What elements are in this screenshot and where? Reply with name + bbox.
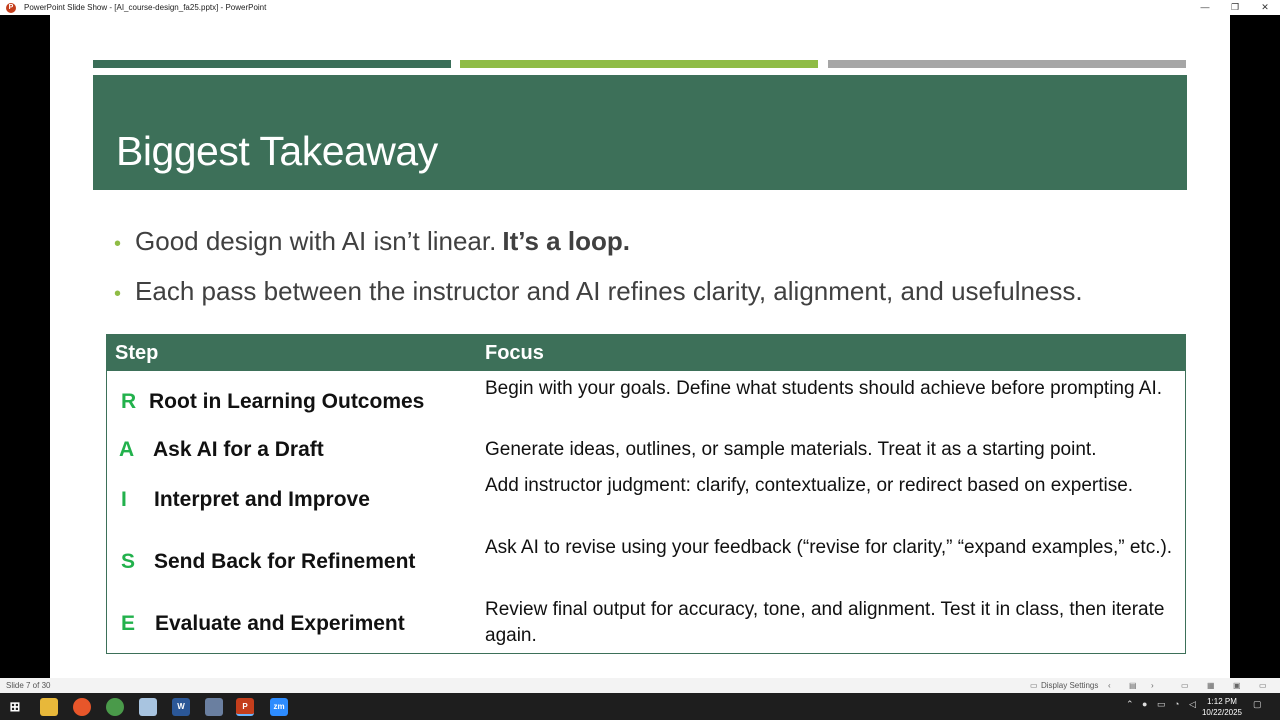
restore-button[interactable]: ❐ xyxy=(1230,2,1240,12)
notifications-icon[interactable]: ▢ xyxy=(1253,699,1262,709)
bullet-item xyxy=(114,276,1083,307)
notepad-icon[interactable] xyxy=(139,698,157,716)
snipping-icon[interactable] xyxy=(205,698,223,716)
normal-view-icon[interactable]: ▭ xyxy=(1181,681,1189,690)
minimize-button[interactable]: — xyxy=(1200,2,1210,12)
powerpoint-icon[interactable]: P xyxy=(236,698,254,716)
bullet-text: Each pass between the instructor and AI refines clarity, alignment, and usefulness. xyxy=(135,276,1083,306)
header-focus: Focus xyxy=(485,342,544,364)
bullet-bold-text: It’s a loop. xyxy=(502,226,630,256)
word-icon[interactable]: W xyxy=(172,698,190,716)
zoom-icon[interactable]: zm xyxy=(270,698,288,716)
step-focus: Ask AI to revise using your feedback (“revise for clarity,” “expand examples,” etc.). xyxy=(485,537,1173,558)
close-button[interactable]: ✕ xyxy=(1261,2,1269,12)
start-icon[interactable]: ⊞ xyxy=(9,699,21,714)
accent-bar-dark xyxy=(93,60,451,68)
window-titlebar xyxy=(0,0,1280,15)
step-focus: Generate ideas, outlines, or sample materials. Treat it as a starting point. xyxy=(485,439,1097,460)
volume-icon[interactable]: ◁ xyxy=(1189,699,1196,709)
tray-chevron-icon[interactable]: ⌃ xyxy=(1126,699,1134,709)
microphone-icon[interactable]: ● xyxy=(1142,699,1148,709)
previous-slide-icon[interactable]: ‹ xyxy=(1108,681,1111,690)
table-row xyxy=(107,595,1185,655)
slide-menu-icon[interactable]: ▤ xyxy=(1129,681,1137,690)
windows-taskbar xyxy=(0,693,1280,720)
reading-view-icon[interactable]: ▣ xyxy=(1233,681,1241,690)
header-step: Step xyxy=(115,342,159,364)
table-row xyxy=(107,471,1185,533)
slideshow-view-icon[interactable]: ▭ xyxy=(1259,681,1267,690)
step-letter: I xyxy=(121,488,127,511)
step-name: Evaluate and Experiment xyxy=(155,612,405,635)
powerpoint-app-icon: P xyxy=(6,3,16,13)
bullet-text: Good design with AI isn’t linear. xyxy=(135,226,497,256)
step-name: Interpret and Improve xyxy=(154,488,370,511)
step-focus: Add instructor judgment: clarify, contextualize, or redirect based on expertise. xyxy=(485,475,1134,496)
display-icon: ▭ xyxy=(1030,681,1038,690)
display-settings-button[interactable]: Display Settings xyxy=(1041,681,1099,690)
table-header xyxy=(107,335,1185,371)
accent-bar-gray xyxy=(828,60,1186,68)
accent-bar-green xyxy=(460,60,818,68)
slide-sorter-icon[interactable]: ▦ xyxy=(1207,681,1215,690)
chrome-icon[interactable] xyxy=(106,698,124,716)
table-row xyxy=(107,533,1185,595)
step-letter: S xyxy=(121,550,136,573)
wifi-icon[interactable]: ◔ xyxy=(1174,699,1180,709)
window-title: PowerPoint Slide Show - [AI_course-design_fa25.pptx] - PowerPoint xyxy=(24,3,267,12)
step-letter: A xyxy=(119,438,135,461)
step-letter: E xyxy=(121,612,136,635)
step-focus: Review final output for accuracy, tone, and alignment. Test it in class, then iterate again. xyxy=(485,599,1165,646)
firefox-icon[interactable] xyxy=(73,698,91,716)
table-row xyxy=(107,433,1185,471)
step-name: Send Back for Refinement xyxy=(154,550,416,573)
system-clock[interactable] xyxy=(1202,696,1242,718)
step-name: Ask AI for a Draft xyxy=(153,438,324,461)
clock-date: 10/22/2025 xyxy=(1201,708,1242,717)
step-name: Root in Learning Outcomes xyxy=(149,390,425,413)
slide-counter: Slide 7 of 30 xyxy=(6,681,51,690)
slide-title: Biggest Takeaway xyxy=(116,128,438,174)
bullet-dot-icon: • xyxy=(114,283,122,305)
battery-icon[interactable]: ▭ xyxy=(1157,699,1166,709)
status-bar xyxy=(0,678,1280,693)
raise-table xyxy=(106,334,1186,654)
table-row xyxy=(107,371,1185,433)
next-slide-icon[interactable]: › xyxy=(1151,681,1154,690)
step-focus: Begin with your goals. Define what students should achieve before prompting AI. xyxy=(485,378,1163,399)
clock-time: 1:12 PM xyxy=(1207,697,1237,706)
bullet-dot-icon: • xyxy=(114,233,122,255)
file-explorer-icon[interactable] xyxy=(40,698,58,716)
step-letter: R xyxy=(121,390,137,413)
bullet-item xyxy=(114,226,630,257)
